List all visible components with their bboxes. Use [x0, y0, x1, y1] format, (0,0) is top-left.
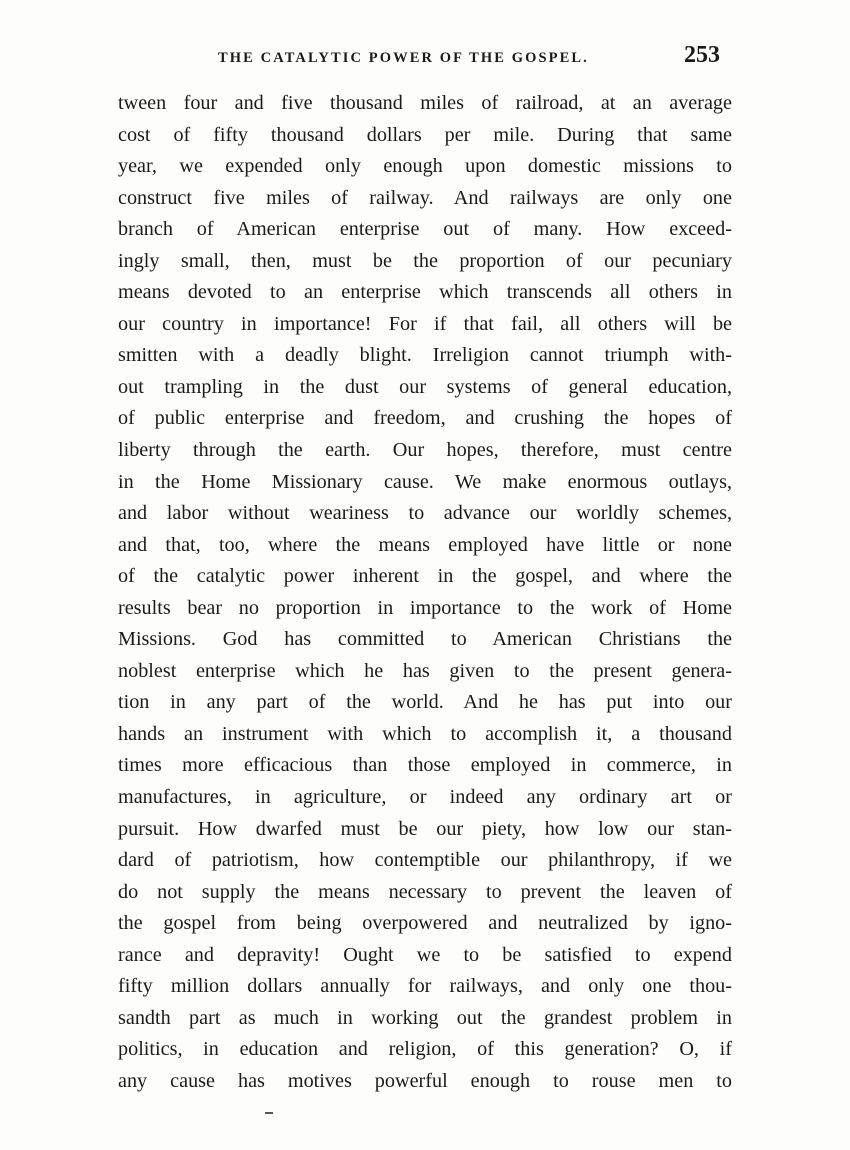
text-line: year, we expended only enough upon domestic missions to — [118, 155, 732, 178]
text-line: ingly small, then, must be the proportion of our pecuniary — [118, 249, 732, 272]
running-head — [0, 38, 850, 78]
text-line: means devoted to an enterprise which transcends all others in — [118, 281, 732, 304]
page-number: 253 — [684, 42, 720, 68]
text-line: Missions. God has committed to American Christians the — [118, 628, 732, 651]
text-line: branch of American enterprise out of many. How exceed- — [118, 218, 732, 241]
text-line: in the Home Missionary cause. We make enormous outlays, — [118, 470, 732, 493]
body-text — [118, 88, 732, 1098]
text-line: any cause has motives powerful enough to rouse men to — [118, 1069, 732, 1092]
running-title: THE CATALYTIC POWER OF THE GOSPEL. — [218, 50, 589, 66]
text-line: sandth part as much in working out the grandest problem in — [118, 1006, 732, 1029]
text-line: rance and depravity! Ought we to be satisfied to expend — [118, 943, 732, 966]
text-line: smitten with a deadly blight. Irreligion cannot triumph with- — [118, 344, 732, 367]
text-line: noblest enterprise which he has given to the present genera- — [118, 659, 732, 682]
text-line: fifty million dollars annually for railways, and only one thou- — [118, 975, 732, 998]
text-line: do not supply the means necessary to prevent the leaven of — [118, 880, 732, 903]
text-line: and that, too, where the means employed have little or none — [118, 533, 732, 556]
text-line: politics, in education and religion, of this generation? O, if — [118, 1038, 732, 1061]
text-line: tween four and five thousand miles of railroad, at an average — [118, 92, 732, 114]
text-line: tion in any part of the world. And he has put into our — [118, 691, 732, 714]
text-line: of public enterprise and freedom, and crushing the hopes of — [118, 407, 732, 430]
text-line: pursuit. How dwarfed must be our piety, how low our stan- — [118, 817, 732, 840]
text-line: dard of patriotism, how contemptible our philanthropy, if we — [118, 849, 732, 872]
text-line: and labor without weariness to advance our worldly schemes, — [118, 502, 732, 525]
text-line: of the catalytic power inherent in the gospel, and where the — [118, 565, 732, 588]
text-line: construct five miles of railway. And railways are only one — [118, 186, 732, 209]
text-line: hands an instrument with which to accomplish it, a thousand — [118, 722, 732, 745]
text-line: the gospel from being overpowered and neutralized by igno- — [118, 912, 732, 935]
text-line: results bear no proportion in importance to the work of Home — [118, 596, 732, 619]
printer-mark — [265, 1112, 273, 1114]
text-line: out trampling in the dust our systems of general education, — [118, 375, 732, 398]
text-line: times more efficacious than those employed in commerce, in — [118, 754, 732, 777]
text-line: our country in importance! For if that fail, all others will be — [118, 312, 732, 335]
text-line: cost of fifty thousand dollars per mile. During that same — [118, 123, 732, 146]
text-line: manufactures, in agriculture, or indeed any ordinary art or — [118, 786, 732, 809]
text-line: liberty through the earth. Our hopes, therefore, must centre — [118, 439, 732, 462]
